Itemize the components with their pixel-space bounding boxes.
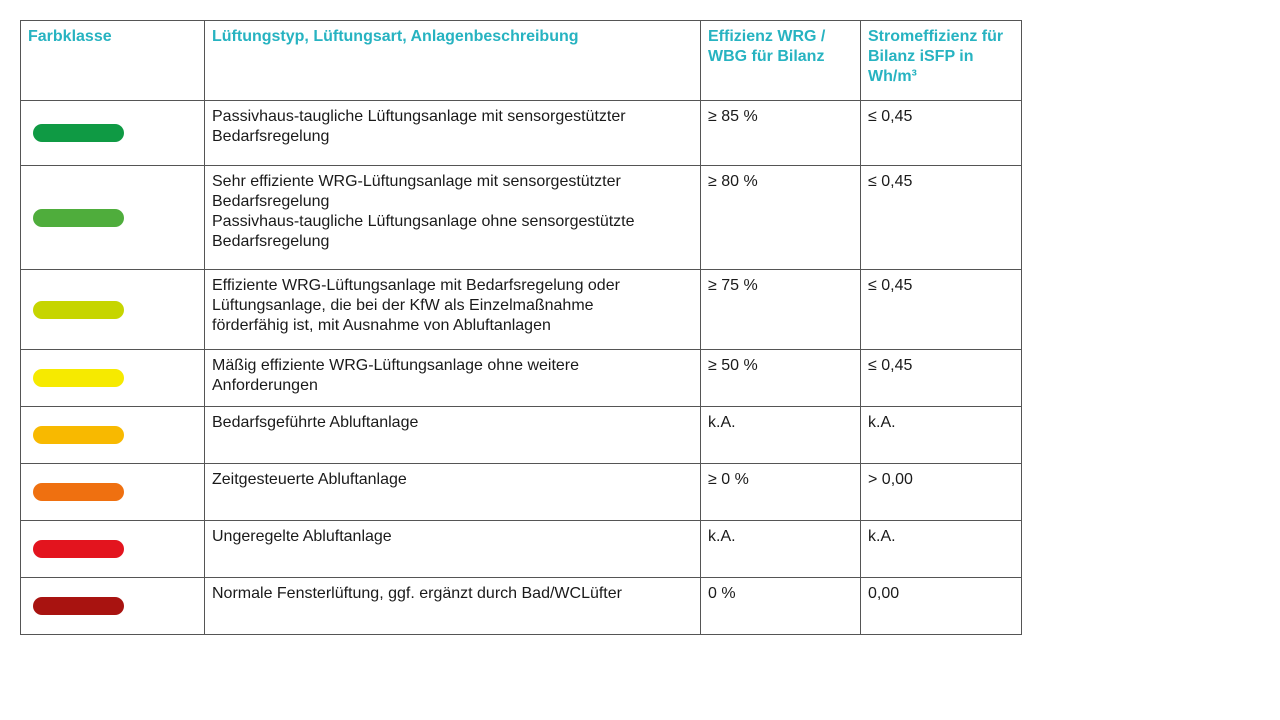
color-class-cell xyxy=(21,101,205,166)
table-row xyxy=(21,578,1022,635)
color-class-bar xyxy=(33,301,124,319)
description-line: Ungeregelte Abluftanlage xyxy=(212,528,392,545)
header-stromeffizienz: Stromeffizienz für Bilanz iSFP in Wh/m³ xyxy=(861,21,1022,101)
description-cell xyxy=(205,464,701,521)
color-class-cell xyxy=(21,350,205,407)
description-line: Normale Fensterlüftung, ggf. ergänzt durch Bad/WCLüfter xyxy=(212,585,622,602)
color-class-cell xyxy=(21,578,205,635)
efficiency-cell: k.A. xyxy=(701,521,861,578)
table-row xyxy=(21,521,1022,578)
efficiency-cell: ≥ 75 % xyxy=(701,270,861,350)
description-cell xyxy=(205,407,701,464)
description-cell xyxy=(205,166,701,270)
power-efficiency-cell: ≤ 0,45 xyxy=(861,350,1022,407)
power-efficiency-cell: 0,00 xyxy=(861,578,1022,635)
description-line: Bedarfsgeführte Abluftanlage xyxy=(212,414,419,431)
color-class-bar xyxy=(33,597,124,615)
color-class-cell xyxy=(21,521,205,578)
description-line: Passivhaus-taugliche Lüftungsanlage mit sensorgestützter xyxy=(212,108,626,125)
color-class-bar xyxy=(33,124,124,142)
description-line: Passivhaus-taugliche Lüftungsanlage ohne sensorgestützte xyxy=(212,213,635,230)
power-efficiency-cell: k.A. xyxy=(861,521,1022,578)
power-efficiency-cell: ≤ 0,45 xyxy=(861,101,1022,166)
description-cell xyxy=(205,350,701,407)
table-row xyxy=(21,350,1022,407)
description-line: Anforderungen xyxy=(212,377,318,394)
description-cell xyxy=(205,270,701,350)
table-row xyxy=(21,270,1022,350)
power-efficiency-cell: k.A. xyxy=(861,407,1022,464)
header-farbklasse: Farbklasse xyxy=(21,21,205,101)
description-line: Lüftungsanlage, die bei der KfW als Einzelmaßnahme xyxy=(212,297,594,314)
color-class-cell xyxy=(21,407,205,464)
description-cell xyxy=(205,578,701,635)
table-header-row xyxy=(21,21,1022,101)
color-class-bar xyxy=(33,483,124,501)
power-efficiency-cell: ≤ 0,45 xyxy=(861,270,1022,350)
description-line: Bedarfsregelung xyxy=(212,193,330,210)
header-lueftungstyp: Lüftungstyp, Lüftungsart, Anlagenbeschreibung xyxy=(205,21,701,101)
ventilation-class-table xyxy=(20,20,1022,635)
table-row xyxy=(21,166,1022,270)
color-class-cell xyxy=(21,166,205,270)
table-row xyxy=(21,464,1022,521)
description-line: Sehr effiziente WRG-Lüftungsanlage mit sensorgestützter xyxy=(212,173,621,190)
efficiency-cell: k.A. xyxy=(701,407,861,464)
description-line: Effiziente WRG-Lüftungsanlage mit Bedarfsregelung oder xyxy=(212,277,620,294)
efficiency-cell: ≥ 50 % xyxy=(701,350,861,407)
color-class-cell xyxy=(21,464,205,521)
color-class-bar xyxy=(33,209,124,227)
description-line: Mäßig effiziente WRG-Lüftungsanlage ohne weitere xyxy=(212,357,580,374)
color-class-cell xyxy=(21,270,205,350)
table-row xyxy=(21,101,1022,166)
header-effizienz: Effizienz WRG / WBG für Bilanz xyxy=(701,21,861,101)
efficiency-cell: ≥ 0 % xyxy=(701,464,861,521)
description-line: Zeitgesteuerte Abluftanlage xyxy=(212,471,407,488)
power-efficiency-cell: ≤ 0,45 xyxy=(861,166,1022,270)
description-cell xyxy=(205,521,701,578)
table-body xyxy=(21,101,1022,635)
table-row xyxy=(21,407,1022,464)
power-efficiency-cell: > 0,00 xyxy=(861,464,1022,521)
description-cell xyxy=(205,101,701,166)
description-line: Bedarfsregelung xyxy=(212,233,330,250)
color-class-bar xyxy=(33,540,124,558)
color-class-bar xyxy=(33,426,124,444)
description-line: förderfähig ist, mit Ausnahme von Abluftanlagen xyxy=(212,317,551,334)
efficiency-cell: 0 % xyxy=(701,578,861,635)
efficiency-cell: ≥ 85 % xyxy=(701,101,861,166)
color-class-bar xyxy=(33,369,124,387)
description-line: Bedarfsregelung xyxy=(212,128,330,145)
efficiency-cell: ≥ 80 % xyxy=(701,166,861,270)
